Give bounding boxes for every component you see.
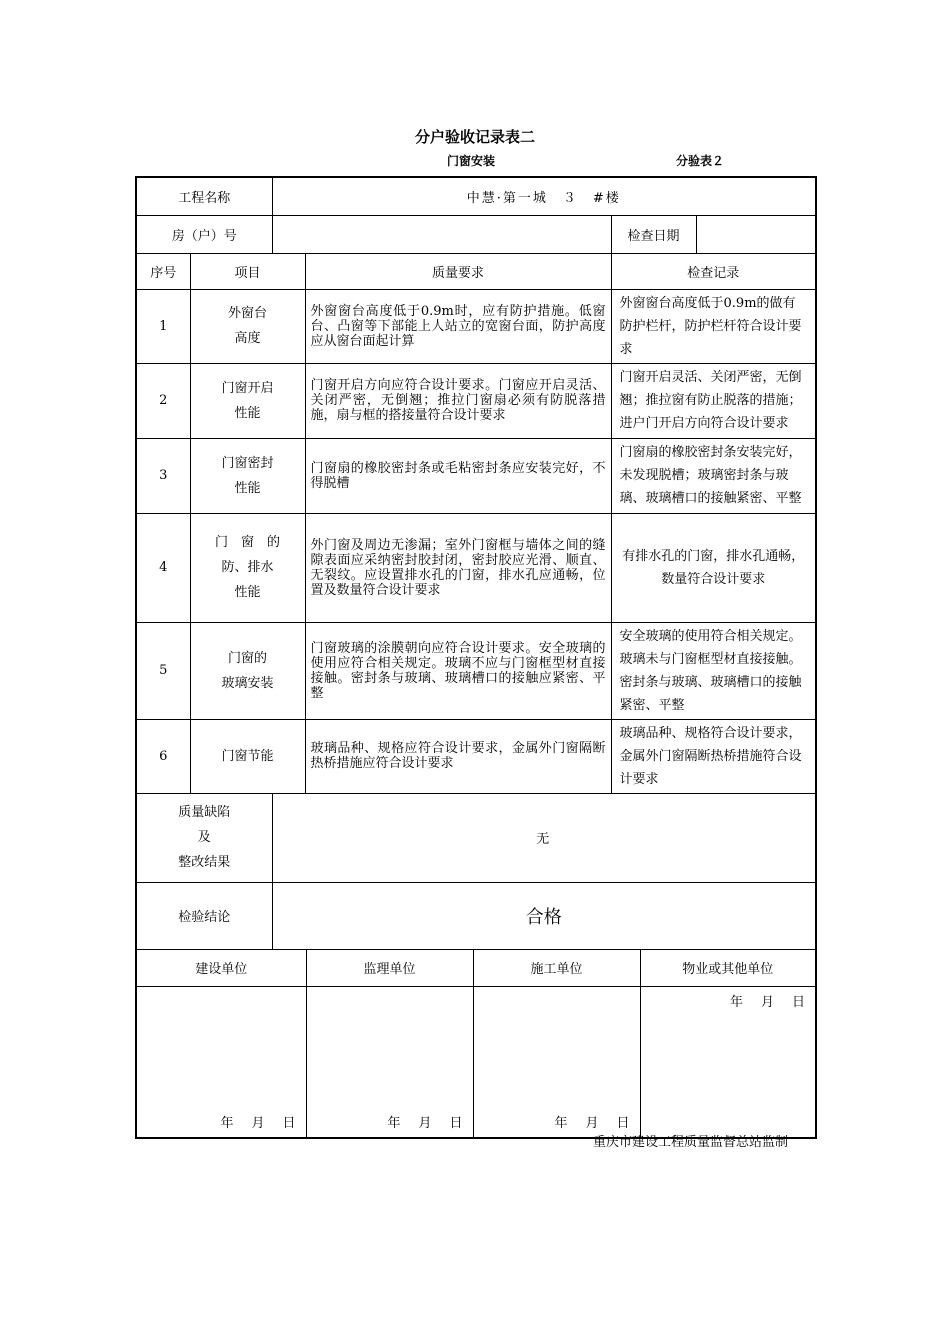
row-seq: 3 [136,438,190,513]
column-header-row [136,253,816,289]
table-row [136,719,816,793]
project-name-label: 工程名称 [136,177,272,215]
signature-date [554,1112,629,1131]
col-seq: 序号 [136,253,190,289]
table-row [136,513,816,622]
row-requirement: 门窗扇的橡胶密封条或毛粘密封条应安装完好，不得脱槽 [305,438,611,513]
row-item-line: 门窗节能 [221,748,274,764]
row-record[interactable]: 有排水孔的门窗，排水孔通畅，数量符合设计要求 [611,513,816,622]
row-item [190,719,305,793]
defects-value[interactable]: 无 [272,793,816,882]
defects-label-line: 整改结果 [178,855,231,870]
row-item-line: 玻璃安装 [221,675,274,691]
date-year: 年 [554,1115,568,1131]
row-item-line: 门窗开启 [221,380,274,396]
defects-label-line: 质量缺陷 [178,805,231,820]
table-row [136,622,816,719]
row-item-line: 性能 [234,405,261,421]
date-month: 月 [251,1115,265,1131]
row-item-line: 门 窗 的 [215,535,281,550]
date-day: 日 [282,1115,296,1131]
signature-box-property[interactable] [640,987,815,1137]
table-row [136,438,816,513]
acceptance-table [135,176,817,1139]
row-item-line: 门窗的 [228,650,268,666]
col-item: 项目 [190,253,305,289]
row-requirement: 外门窗及周边无渗漏；室外门窗框与墙体之间的缝隙表面应采纳密封胶封闭，密封胶应光滑、顺直、无裂纹。应设置排水孔的门窗，排水孔应通畅，位置及数量符合设计要求 [305,513,611,622]
row-item [190,438,305,513]
row-seq: 1 [136,289,190,363]
row-requirement: 玻璃品种、规格应符合设计要求，金属外门窗隔断热桥措施应符合设计要求 [305,719,611,793]
row-seq: 4 [136,513,190,622]
row-record[interactable]: 安全玻璃的使用符合相关规定。玻璃未与门窗框型材直接接触。密封条与玻璃、玻璃槽口的接触紧密、平整 [611,622,816,719]
date-year: 年 [729,994,743,1010]
row-requirement: 外窗窗台高度低于0.9m时，应有防护措施。低窗台、凸窗等下部能上人站立的宽窗台面，防护高度应从窗台面起计算 [305,289,611,363]
date-month: 月 [585,1115,599,1131]
room-label: 房（户）号 [136,215,272,253]
defects-label-line: 及 [197,830,211,845]
date-day: 日 [616,1115,630,1131]
footer-issuer: 重庆市建设工程质量监督总站监制 [593,1135,789,1150]
row-record[interactable]: 外窗窗台高度低于0.9m的做有防护栏杆，防护栏杆符合设计要求 [611,289,816,363]
date-month: 月 [761,994,775,1010]
row-requirement: 门窗开启方向应符合设计要求。门窗应开启灵活、关闭严密，无倒翘；推拉门窗扇必须有防脱落措施，扇与框的搭接量符合设计要求 [305,363,611,438]
subtitle: 门窗安装 [447,154,496,168]
form-number: 分验表２ [676,154,725,168]
row-item-line: 防、排水 [221,560,274,575]
col-requirement: 质量要求 [305,253,611,289]
table-row [136,289,816,363]
room-value[interactable] [272,215,611,253]
project-name-row [136,177,816,215]
room-row [136,215,816,253]
signature-header-row [136,949,816,986]
check-date-label: 检查日期 [611,215,696,253]
row-seq: 5 [136,622,190,719]
unit-property: 物业或其他单位 [682,962,774,977]
signature-box-supervision[interactable] [306,987,473,1137]
project-name-value[interactable]: 中慧·第一城 ３ #楼 [272,177,816,215]
signature-cell [136,986,816,1138]
row-item [190,622,305,719]
date-day: 日 [792,994,806,1010]
unit-contractor: 施工单位 [473,950,640,986]
defects-label [136,793,272,882]
signature-date [220,1112,295,1131]
row-item [190,289,305,363]
col-record: 检查记录 [611,253,816,289]
signature-row [136,986,816,1138]
row-item [190,513,305,622]
row-seq: 6 [136,719,190,793]
row-item [190,363,305,438]
unit-construction: 建设单位 [137,950,306,986]
date-month: 月 [418,1115,432,1131]
signature-box-construction[interactable] [137,987,306,1137]
row-item-line: 外窗台 [228,306,268,321]
row-item-line: 性能 [234,480,261,496]
date-year: 年 [220,1115,234,1131]
row-requirement: 门窗玻璃的涂膜朝向应符合设计要求。安全玻璃的使用应符合相关规定。玻璃不应与门窗框型材直接接触。密封条与玻璃、玻璃槽口的接触应紧密、平整 [305,622,611,719]
row-record[interactable]: 门窗开启灵活、关闭严密，无倒翘；推拉窗有防止脱落的措施；进户门开启方向符合设计要求 [611,363,816,438]
unit-supervision: 监理单位 [306,950,473,986]
signature-header-cell [136,949,816,986]
signature-box-contractor[interactable] [473,987,640,1137]
conclusion-label: 检验结论 [136,882,272,949]
row-item-line: 门窗密封 [221,455,274,471]
signature-date [730,991,805,1010]
page-title: 分户验收记录表二 [414,128,535,146]
check-date-value[interactable] [696,215,816,253]
date-year: 年 [387,1115,401,1131]
row-item-line: 性能 [234,585,261,600]
date-day: 日 [449,1115,463,1131]
defects-row [136,793,816,882]
signature-date [387,1112,462,1131]
conclusion-value[interactable]: 合格 [272,882,816,949]
row-record[interactable]: 玻璃品种、规格符合设计要求，金属外门窗隔断热桥措施符合设计要求 [611,719,816,793]
row-seq: 2 [136,363,190,438]
signature-header-table [137,950,815,986]
signature-table [137,987,815,1137]
conclusion-row [136,882,816,949]
table-row [136,363,816,438]
row-item-line: 高度 [234,331,261,346]
row-record[interactable]: 门窗扇的橡胶密封条安装完好，未发现脱槽；玻璃密封条与玻璃、玻璃槽口的接触紧密、平整 [611,438,816,513]
